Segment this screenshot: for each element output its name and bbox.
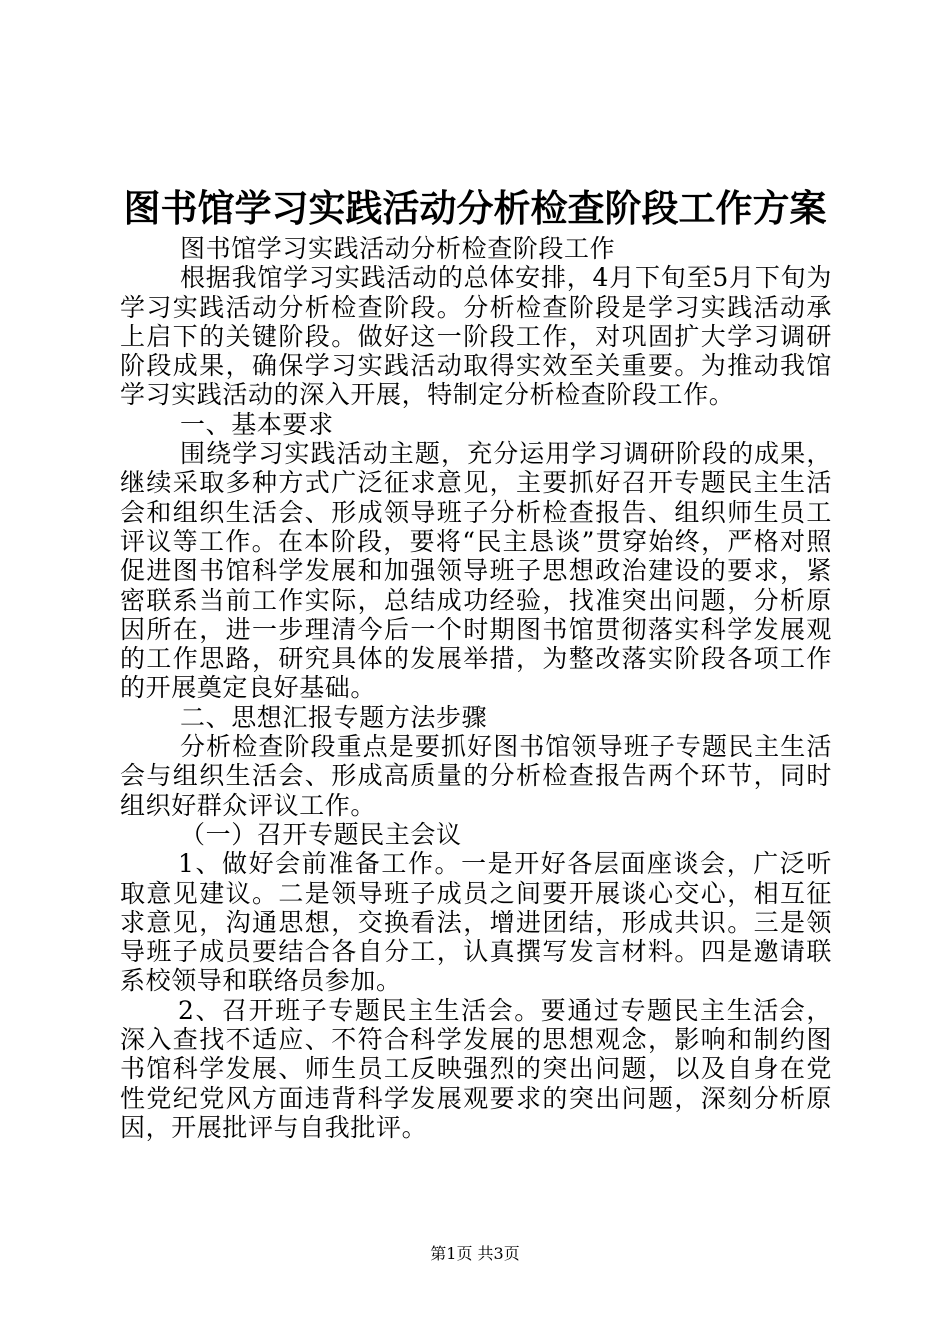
page-footer: 第1页 共3页 (430, 1244, 520, 1263)
intro-paragraph: 根据我馆学习实践活动的总体安排，4月下旬至5月下旬为学习实践活动分析检查阶段。分析检查阶段是学习实践活动承上启下的关键阶段。做好这一阶段工作，对巩固扩大学习调研阶段成果，确保学习实践活动取得实效至关重要。为推动我馆学习实践活动的深入开展，特制定分析检查阶段工作。 (120, 263, 832, 410)
subsection-heading-meeting: （一）召开专题民主会议 (180, 819, 462, 849)
section-heading-method-steps: 二、思想汇报专题方法步骤 (180, 702, 488, 732)
basic-requirements-paragraph: 围绕学习实践活动主题，充分运用学习调研阶段的成果，继续采取多种方式广泛征求意见，主要抓好召开专题民主生活会和组织生活会、形成领导班子分析检查报告、组织师生员工评议等工作。在本阶段，要将“民主恳谈”贯穿始终，严格对照促进图书馆科学发展和加强领导班子思想政治建设的要求，紧密联系当前工作实际，总结成功经验，找准突出问题，分析原因所在，进一步理清今后一个时期图书馆贯彻落实科学发展观的工作思路，研究具体的发展举措，为整改落实阶段各项工作的开展奠定良好基础。 (120, 439, 832, 703)
democratic-life-meeting-paragraph: 2、召开班子专题民主生活会。要通过专题民主生活会，深入查找不适应、不符合科学发展的思想观念，影响和制约图书馆科学发展、师生员工反映强烈的突出问题，以及自身在党性党纪党风方面违背科学发展观要求的突出问题，深刻分析原因，开展批评与自我批评。 (120, 995, 832, 1142)
document-title: 图书馆学习实践活动分析检查阶段工作方案 (123, 186, 827, 230)
document-body (120, 234, 832, 1142)
meeting-preparation-paragraph: 1、做好会前准备工作。一是开好各层面座谈会，广泛听取意见建议。二是领导班子成员之间要开展谈心交心，相互征求意见，沟通思想，交换看法，增进团结，形成共识。三是领导班子成员要结合各自分工，认真撰写发言材料。四是邀请联系校领导和联络员参加。 (120, 849, 832, 996)
section-heading-basic-requirements: 一、基本要求 (180, 409, 334, 439)
method-steps-paragraph: 分析检查阶段重点是要抓好图书馆领导班子专题民主生活会与组织生活会、形成高质量的分析检查报告两个环节，同时组织好群众评议工作。 (120, 732, 832, 820)
subtitle-paragraph: 图书馆学习实践活动分析检查阶段工作 (180, 234, 616, 263)
